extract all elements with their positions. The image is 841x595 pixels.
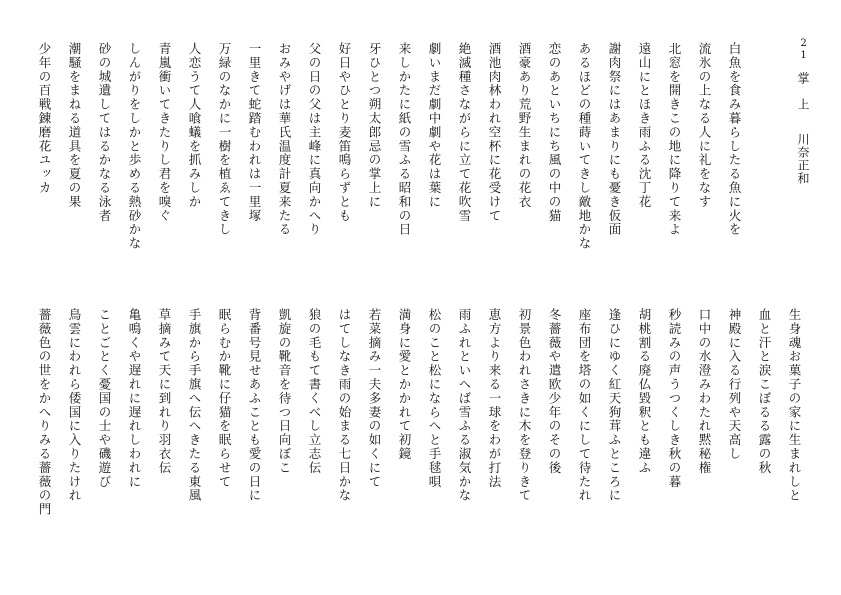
haiku-line: 血と汗と涙こぼるる露の秋 (757, 308, 772, 475)
haiku-line: 万緑のなかに一樹を植ゑてきし (217, 42, 232, 237)
haiku-line: 劇いまだ劇中劇や花は葉に (427, 42, 442, 209)
haiku-line: 冬薔薇や遣欧少年のその後 (547, 308, 562, 475)
haiku-line: 逢ひにゆく紅天狗茸ふところに (607, 308, 622, 503)
haiku-line: 潮騒をまねる道具を夏の果 (67, 42, 82, 209)
haiku-line: あるほどの種蒔いてきし敵地かな (577, 42, 592, 251)
haiku-line: 絶滅種さながらに立て花吹雪 (457, 42, 472, 223)
haiku-line: 恵方より来る一球をわが打法 (487, 308, 502, 489)
haiku-line: 初景色われさきに木を登りきて (517, 308, 532, 503)
haiku-line: 満身に愛とかかれて初鏡 (397, 308, 412, 461)
haiku-line: 薔薇色の世をかへりみる薔薇の門 (37, 308, 52, 517)
haiku-line: 来しかたに紙の雪ふる昭和の日 (397, 42, 412, 237)
haiku-line: 眠らむか靴に仔猫を眠らせて (217, 308, 232, 489)
haiku-line: ことごとく憂国の士や磯遊び (97, 308, 112, 489)
haiku-line: 遠山にとほき雨ふる沈丁花 (637, 42, 652, 209)
haiku-line: 恋のあといちにち風の中の猫 (547, 42, 562, 223)
haiku-line: 秒読みの声うつくしき秋の暮 (667, 308, 682, 489)
haiku-line: 雨ふれといへば雪ふる淑気かな (457, 308, 472, 503)
haiku-line: 生身魂お菓子の家に生まれしと (787, 308, 802, 503)
haiku-line: 父の日の父は主峰に真向かへり (307, 42, 322, 237)
haiku-line: 北窓を開きこの地に降りて来よ (667, 42, 682, 237)
haiku-line: 青嵐衝いてきたりし君を嗅ぐ (157, 42, 172, 223)
section-heading (786, 38, 812, 218)
haiku-line: 手旗から手旗へ伝へきたる東風 (187, 308, 202, 503)
haiku-line: 牙ひとつ朔太郎忌の掌上に (367, 42, 382, 209)
haiku-line: 座布団を塔の如くにして待たれ (577, 308, 592, 503)
haiku-line: はてしなき雨の始まる七日かな (337, 308, 352, 503)
haiku-line: 白魚を食み暮らしたる魚に火を (727, 42, 742, 237)
haiku-line: 狼の毛もて書くべし立志伝 (307, 308, 322, 475)
haiku-line: 若菜摘み一夫多妻の如くにて (367, 308, 382, 489)
haiku-line: 胡桃割る廃仏毀釈とも違ふ (637, 308, 652, 475)
haiku-line: 砂の城遺してはるかなる泳者 (97, 42, 112, 223)
haiku-line: 流氷の上なる人に礼をなす (697, 42, 712, 209)
haiku-line: 好日やひとり麦笛鳴らずとも (337, 42, 352, 223)
haiku-line: 謝肉祭にはあまりにも憂き仮面 (607, 42, 622, 237)
haiku-line: しんがりをしかと歩める熱砂かな (127, 42, 142, 251)
haiku-line: 松のこと松にならへと手毬唄 (427, 308, 442, 489)
haiku-line: 背番号見せあふことも愛の日に (247, 308, 262, 503)
haiku-line: 人恋うて人喰蟻を抓みしか (187, 42, 202, 209)
section-number: 21 (798, 38, 809, 62)
haiku-line: 酒豪あり荒野生まれの花衣 (517, 42, 532, 209)
haiku-line: 口中の水澄みわたれ黙秘権 (697, 308, 712, 475)
haiku-line: おみやげは華氏温度計夏来たる (277, 42, 292, 237)
section-title: 掌 上 (796, 72, 810, 111)
haiku-line: 一里きて蛇踏むわれは一里塚 (247, 42, 262, 223)
haiku-line: 鳥雲にわれら倭国に入りたけれ (67, 308, 82, 503)
haiku-line: 神殿に入る行列や天高し (727, 308, 742, 461)
haiku-line: 亀鳴くや遅れに遅れしわれに (127, 308, 142, 489)
author-name: 川奈正和 (796, 133, 810, 185)
haiku-line: 草摘みて天に到れり羽衣伝 (157, 308, 172, 475)
haiku-line: 酒池肉林われ空杯に花受けて (487, 42, 502, 223)
haiku-line: 少年の百戦錬磨花ユッカ (37, 42, 52, 195)
haiku-line: 凱旋の靴音を待つ日向ぼこ (277, 308, 292, 475)
